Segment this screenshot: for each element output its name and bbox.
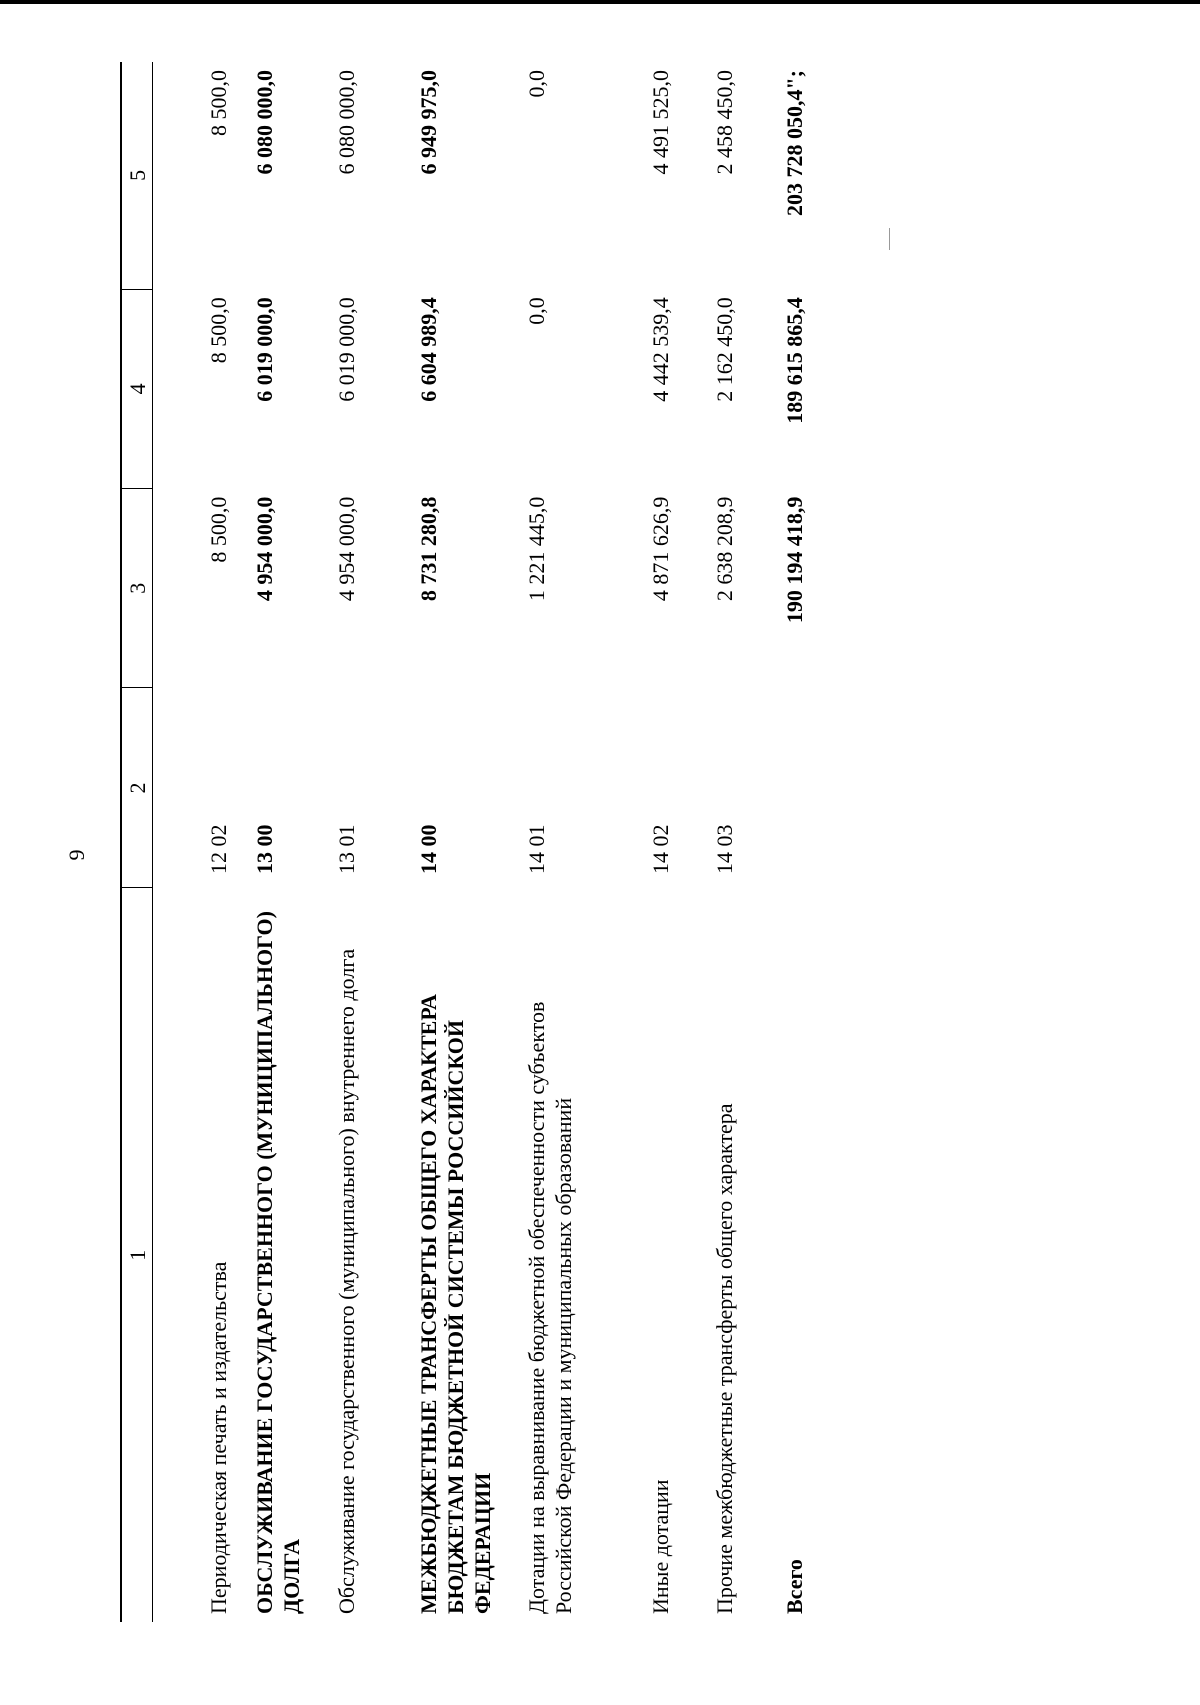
- scan-mark: [889, 228, 890, 250]
- row-value-3: 2 638 208,9: [712, 496, 737, 602]
- row-value-4: 6 019 000,0: [252, 297, 277, 402]
- row-value-5: 4 491 525,0: [648, 70, 673, 175]
- table-row: [647, 62, 711, 1622]
- row-value-4: 6 019 000,0: [334, 297, 359, 402]
- row-name: Периодическая печать и издательства: [206, 1261, 231, 1614]
- row-value-4: 189 615 865,4: [782, 297, 807, 424]
- row-value-5: 0,0: [524, 70, 549, 98]
- row-code: 14 02: [648, 824, 673, 874]
- row-code: 14 00: [416, 824, 441, 874]
- table-row-total: [781, 62, 821, 1622]
- table-row: [153, 62, 252, 1622]
- rotated-table-container: [120, 62, 840, 1622]
- table-row: [415, 62, 523, 1622]
- header-col-4: 4: [121, 289, 153, 488]
- row-name: Иные дотации: [648, 1479, 673, 1614]
- row-value-5: 203 728 050,4";: [782, 70, 807, 217]
- row-name: Всего: [782, 1559, 807, 1614]
- row-value-3: 1 221 445,0: [524, 496, 549, 602]
- row-value-5: 6 080 000,0: [252, 70, 277, 175]
- table-row: [251, 62, 333, 1622]
- row-value-3: 4 871 626,9: [648, 496, 673, 602]
- row-value-5: 6 080 000,0: [334, 70, 359, 175]
- page-number: 9: [64, 849, 89, 861]
- row-name: Обслуживание государственного (муниципального) внутреннего долга: [334, 948, 359, 1614]
- row-value-4: 6 604 989,4: [416, 297, 441, 402]
- row-value-3: 4 954 000,0: [252, 496, 277, 602]
- row-code: 13 01: [334, 824, 359, 874]
- table-header-row: [121, 62, 153, 1622]
- row-name: ОБСЛУЖИВАНИЕ ГОСУДАРСТВЕННОГО (МУНИЦИПАЛЬНОГО) ДОЛГА: [252, 911, 304, 1614]
- row-name: Дотации на выравнивание бюджетной обеспеченности субъектов Российской Федерации и муниципальных образований: [524, 1001, 576, 1614]
- row-value-3: 8 500,0: [206, 496, 231, 563]
- table-row: [711, 62, 781, 1622]
- header-col-5: 5: [121, 62, 153, 289]
- row-value-5: 6 949 975,0: [416, 70, 441, 175]
- header-col-3: 3: [121, 489, 153, 688]
- budget-table: [120, 62, 821, 1622]
- row-value-3: 4 954 000,0: [334, 496, 359, 602]
- row-value-4: 8 500,0: [206, 297, 231, 364]
- header-col-1: 1: [121, 888, 153, 1622]
- scan-top-edge: [0, 0, 1200, 4]
- row-value-4: 2 162 450,0: [712, 297, 737, 402]
- row-code: 13 00: [252, 824, 277, 874]
- row-value-5: 2 458 450,0: [712, 70, 737, 175]
- table-row: [333, 62, 415, 1622]
- row-value-4: 4 442 539,4: [648, 297, 673, 402]
- row-value-3: 190 194 418,9: [782, 496, 807, 624]
- row-name: Прочие межбюджетные трансферты общего характера: [712, 1103, 737, 1614]
- row-name: МЕЖБЮДЖЕТНЫЕ ТРАНСФЕРТЫ ОБЩЕГО ХАРАКТЕРА БЮДЖЕТАМ БЮДЖЕТНОЙ СИСТЕМЫ РОССИЙСКОЙ ФЕДЕРАЦИИ: [416, 994, 495, 1614]
- row-value-5: 8 500,0: [206, 70, 231, 136]
- table-row: [523, 62, 647, 1622]
- row-code: 14 01: [524, 824, 549, 874]
- row-code: 12 02: [206, 824, 231, 874]
- row-code: [781, 688, 821, 888]
- row-value-4: 0,0: [524, 297, 549, 325]
- row-value-3: 8 731 280,8: [416, 496, 441, 602]
- header-col-2: 2: [121, 688, 153, 888]
- row-code: 14 03: [712, 824, 737, 874]
